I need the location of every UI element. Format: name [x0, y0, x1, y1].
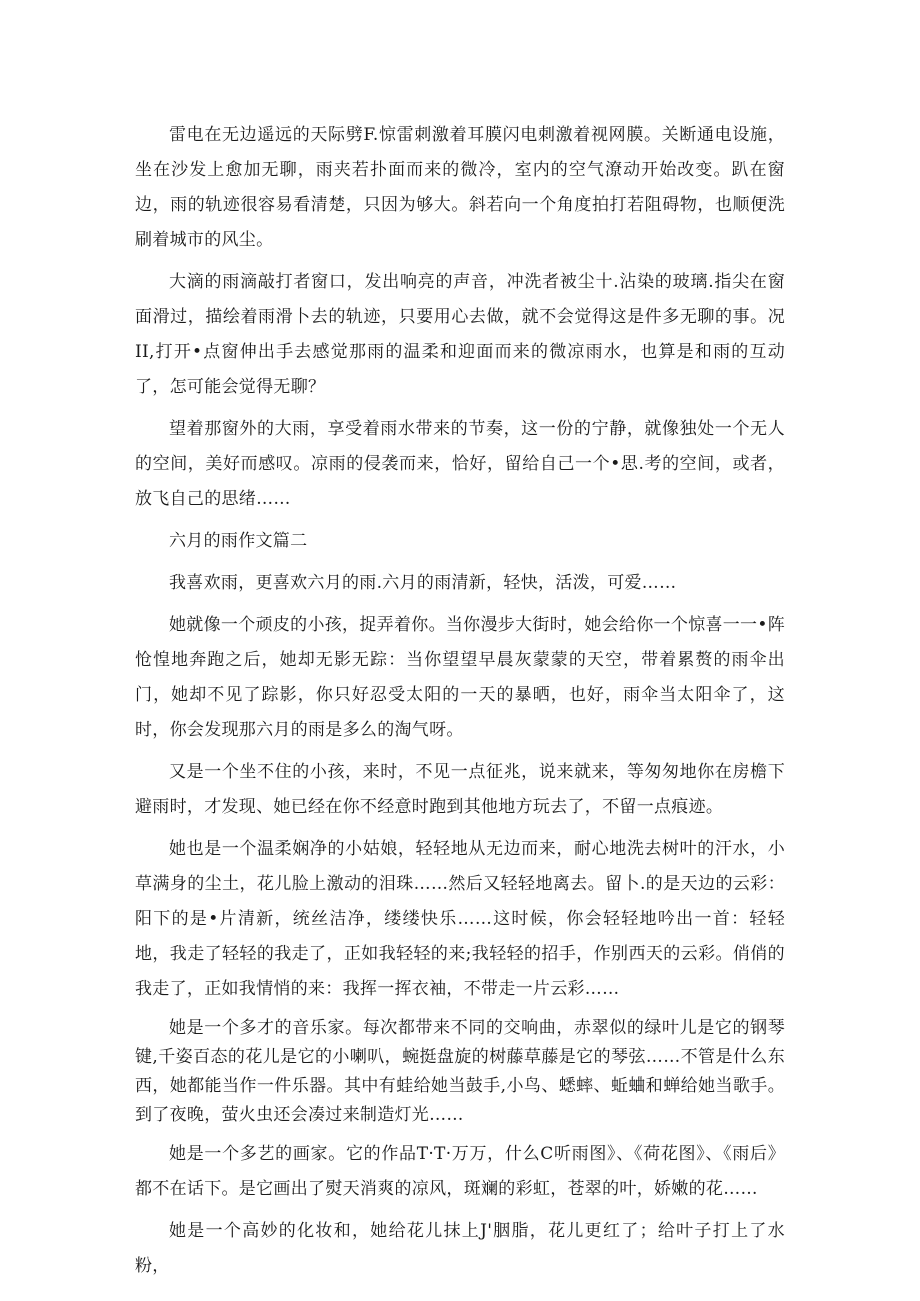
- paragraph-window: 望着那窗外的大雨，享受着雨水带来的节奏，这一份的宁静，就像独处一个无人的空间，美好而感叹。凉雨的侵袭而来，恰好，留给自己一个•思.考的空间，或者，放飞自己的思绪……: [135, 419, 785, 509]
- section-heading: 六月的雨作文篇二: [169, 531, 308, 551]
- paragraph-restless-child: 又是一个坐不住的小孩，来时，不见一点征兆，说来就来，等匆匆地你在房檐下避雨时，才发现、她已经在你不经意时跑到其他地方玩去了，不留一点痕迹。: [135, 762, 785, 817]
- paragraph-thunder: 雷电在无边遥远的天际劈F.惊雷刺激着耳膜闪电刺激着视网膜。关断通电设施，坐在沙发上愈加无聊，雨夹若扑面而来的微冷，室内的空气潦动开始改变。趴在窗边，雨的轨迹很容易看清楚，只因为够大。斜若向一个角度拍打若阻碍物，也顺便洗刷着城市的风尘。: [135, 125, 785, 250]
- paragraph-raindrops: 大滴的雨滴敲打者窗口，发出响亮的声音，冲洗者被尘十.沾染的玻璃.指尖在窗面滑过，描绘着雨滑卜去的轨迹，只要用心去做，就不会觉得这是件多无聊的事。况II,打开•点窗伸出手去感觉那雨的温柔和迎面而来的微凉雨水，也算是和雨的互动了，怎可能会觉得无聊？: [135, 272, 785, 397]
- paragraph-musician: 她是一个多才的音乐家。每次都带来不同的交响曲，赤翠似的绿叶儿是它的钢琴键,千姿百态的花儿是它的小喇叭，蜿挺盘旋的树藤草藤是它的琴弦……不管是什么东西，她都能当作一件乐器。其中有蛙给她当鼓手,小鸟、蟋蟀、蚯蛐和蝉给她当歌手。到了夜晚，萤火虫还会凑过来制造灯光……: [135, 1018, 785, 1125]
- paragraph-painter: 她是一个多艺的画家。它的作品T·T·万万，什么C听雨图》、《荷花图》、《雨后》都不在话下。是它画出了熨天消爽的凉风，斑斓的彩虹，苍翠的叶，娇嫩的花……: [135, 1144, 785, 1199]
- document-body: [135, 118, 785, 1291]
- paragraph-naughty-child: 她就像一个顽皮的小孩，捉弄着你。当你漫步大街时，她会给你一个惊喜一一•阵怆惶地奔跑之后，她却无影无踪：当你望望早晨灰蒙蒙的天空，带着累赘的雨伞出门，她却不见了踪影，你只好忍受太阳的一天的暴晒，也好，雨伞当太阳伞了，这时，你会发现那六月的雨是多么的淘气呀。: [135, 615, 785, 740]
- paragraph-makeup: 她是一个高妙的化妆和，她给花儿抹上J'胭脂，花儿更红了；给叶子打上了水粉，: [135, 1221, 785, 1276]
- paragraph-like-rain: 我喜欢雨，更喜欢六月的雨.六月的雨清新，轻快，活泼，可爱……: [169, 573, 677, 593]
- paragraph-gentle-girl: 她也是一个温柔娴净的小姑娘，轻轻地从无边而来，耐心地洗去树叶的汗水，小草满身的尘土，花儿脸上激动的泪珠……然后又轻轻地离去。留卜.的是天边的云彩：阳下的是•片清新，统丝洁净，缕缕快乐……这时候，你会轻轻地吟出一首：轻轻地，我走了轻轻的我走了，正如我轻轻的来;我轻轻的招手，作别西天的云彩。俏俏的我走了，正如我情悄的来：我挥一挥衣袖，不带走一片云彩……: [135, 839, 785, 999]
